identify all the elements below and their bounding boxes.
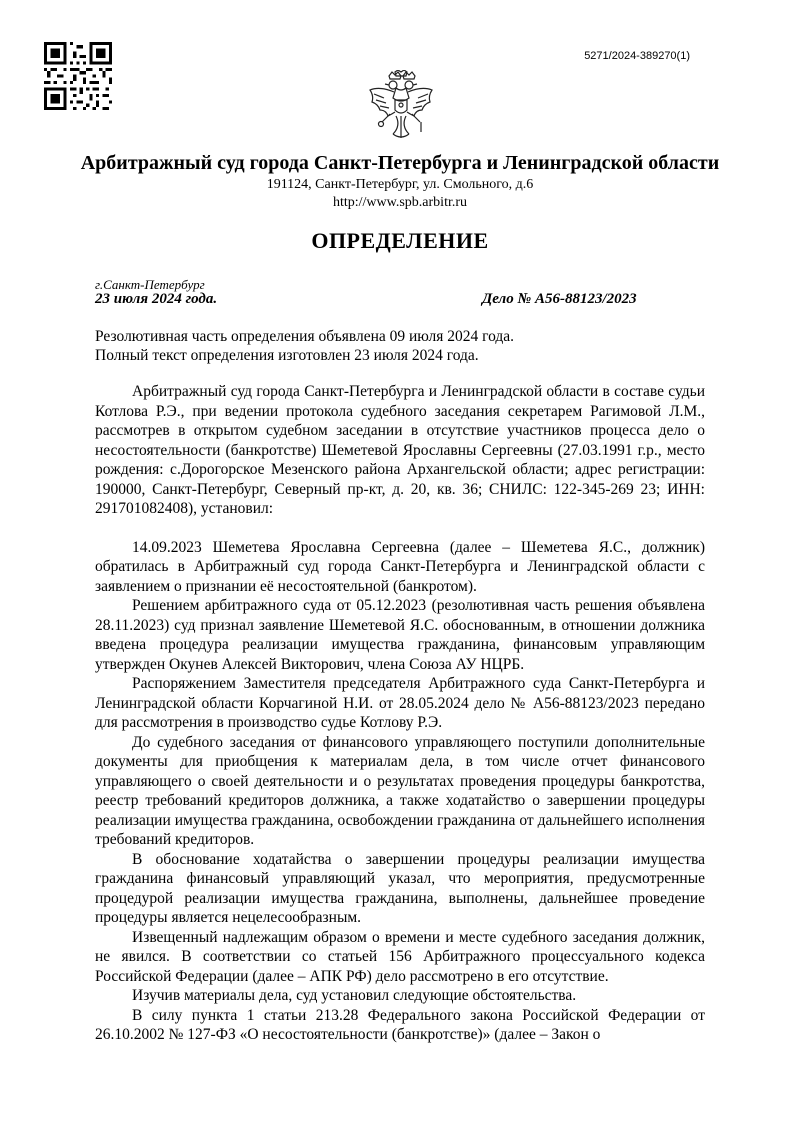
paragraph-documents: До судебного заседания от финансового управляющего поступили дополнительные документы для приобщения к материалам дела, в том числе отчет финансового управляющего о своей деятельности и о результатах проведения процедуры банкротства, реестр требований кредиторов должника, а также ходатайство о завершении процедуры реализации имущества гражданина, освобождении гражданина от дальнейшего исполнения требований кредиторов. [95,733,705,848]
paragraph-court-composition: Арбитражный суд города Санкт-Петербурга и Ленинградской области в составе судьи Котлова Р.Э., при ведении протокола судебного заседания секретарем Рагимовой Л.М., рассмотрев в открытом судебном заседании в отсутствие участников процесса дело о несостоятельности (банкротстве) Шеметевой Ярославны Сергеевны (27.03.1991 г.р., место рождения: с.Дорогорское Мезенского района Архангельской области; адрес регистрации: 190000, Санкт-Петербург, Северный пр-кт, д. 20, кв. 36; СНИЛС: 122-345-269 23; ИНН: 291701082408), установил: [95,383,705,517]
document-date: 23 июля 2024 года. [95,291,218,307]
resolution-announced-line: Резолютивная часть определения объявлена 09 июля 2024 года. [95,328,515,345]
document-body [95,382,705,1045]
paragraph-application: 14.09.2023 Шеметева Ярославна Сергеевна (далее – Шеметева Я.С., должник) обратилась в Арбитражный суд города Санкт-Петербурга и Ленинградской области с заявлением о признании её несостоятельной (банкротом). [95,538,705,595]
document-title: ОПРЕДЕЛЕНИЕ [311,228,489,253]
qr-code-icon [44,42,112,110]
paragraph-notice: Извещенный надлежащим образом о времени и месте судебного заседания должник, не явился. В соответствии со статьей 156 Арбитражного процессуального кодекса Российской Федерации (далее – АПК РФ) дело рассмотрено в его отсутствие. [95,928,705,985]
city: г.Санкт-Петербург [95,277,205,292]
paragraph-reassignment: Распоряжением Заместителя председателя Арбитражного суда Санкт-Петербурга и Ленинградской области Корчагиной Н.И. от 28.05.2024 дело № А56-88123/2023 передано для рассмотрения в производство судье Котлову Р.Э. [95,675,705,731]
full-text-prepared-line: Полный текст определения изготовлен 23 июля 2024 года. [95,347,479,364]
paragraph-law-reference: В силу пункта 1 статьи 213.28 Федерального закона Российской Федерации от 26.10.2002 № 127-ФЗ «О несостоятельности (банкротстве)» (далее – Закон о [95,1006,705,1043]
paragraph-findings: Изучив материалы дела, суд установил следующие обстоятельства. [132,987,577,1004]
court-name-heading: Арбитражный суд города Санкт-Петербурга и Ленинградской области [80,152,720,174]
court-address: 191124, Санкт-Петербург, ул. Смольного, д.6 [266,177,534,192]
coat-of-arms-emblem [366,70,436,148]
paragraph-motion-grounds: В обоснование ходатайства о завершении процедуры реализации имущества гражданина финансовый управляющий указал, что мероприятия, предусмотренные процедурой реализации имущества гражданина, выполнены, дальнейшее проведение процедуры является нецелесообразным. [95,850,705,926]
case-number: Дело № А56-88123/2023 [482,291,637,307]
court-website: http://www.spb.arbitr.ru [332,195,468,210]
paragraph-decision: Решением арбитражного суда от 05.12.2023 (резолютивная часть решения объявлена 28.11.2023) суд признал заявление Шеметевой Я.С. обоснованным, в отношении должника введена процедура реализации имущества гражданина, финансовым управляющим утвержден Окунев Алексей Викторович, члена Союза АУ НЦРБ. [95,597,705,673]
document-number: 5271/2024-389270(1) [584,50,690,62]
